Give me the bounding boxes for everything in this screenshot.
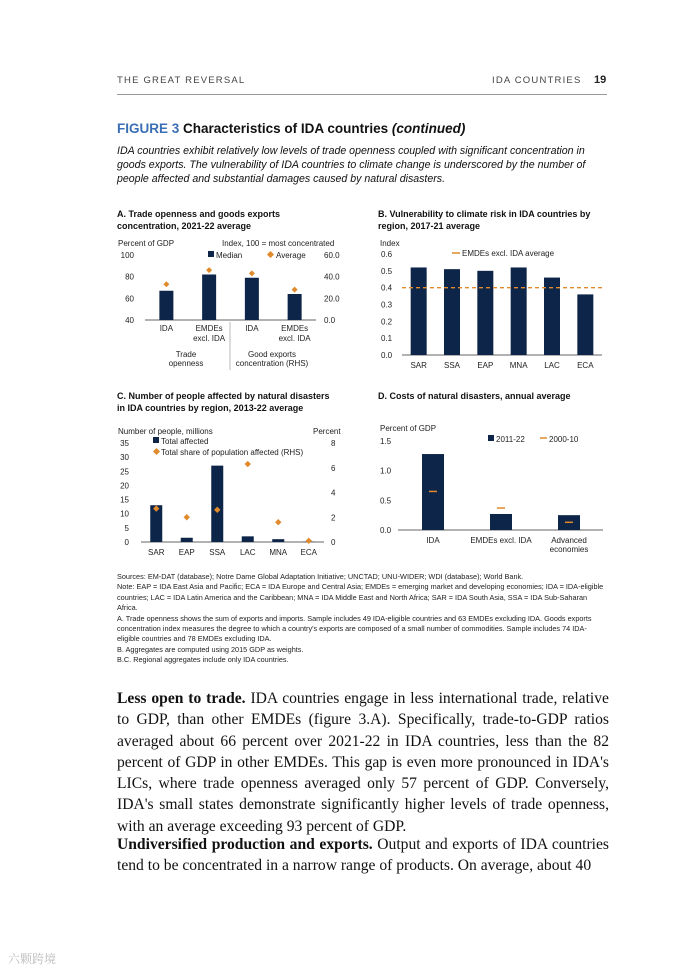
panel-c-ytick-left: 20	[120, 481, 129, 491]
panel-c-bar	[272, 539, 284, 542]
panel-b-xtick: SSA	[443, 361, 461, 370]
body-paragraph-1	[117, 688, 609, 837]
panel-b-ylabel: Index	[380, 239, 400, 248]
panel-b-bar	[544, 278, 560, 355]
panel-c-legend1: Total affected	[161, 437, 209, 446]
panel-b-ytick: 0.1	[381, 334, 393, 344]
panel-c-xtick: LAC	[239, 548, 256, 557]
panel-a-xtick: EMDEs	[281, 324, 309, 333]
panel-a-ytick-left: 60	[125, 294, 134, 304]
panel-c-ytick-left: 30	[120, 453, 129, 463]
panel-a-bar-median	[159, 291, 173, 320]
panel-d-ytick: 1.5	[380, 437, 392, 446]
panel-c-xtick: MNA	[269, 548, 288, 557]
figure-label: FIGURE 3	[117, 121, 180, 136]
panel-c-legend1-swatch	[153, 437, 159, 443]
panel-b-bar	[444, 269, 460, 355]
panel-c-marker-share	[184, 514, 190, 520]
panel-a-legend-median-swatch	[208, 251, 214, 257]
panel-b-xtick: ECA	[577, 361, 594, 370]
panel-c-ytick-right: 0	[331, 538, 336, 547]
panel-a-group2-l1: Good exports	[247, 350, 297, 359]
panel-c-legend2: Total share of population affected (RHS)	[161, 448, 304, 457]
panel-d-xtick: EMDEs excl. IDA	[470, 536, 532, 545]
notes-a: A. Trade openness shows the sum of exports and imports. Sample includes 49 IDA-eligible countries and 63 EMDEs excluding IDA. Goods exports concentration index measures the degree to which a country's exports are composed of a small number of commodities. Sample includes 74 IDA-eligible countries and 78 EMDEs excluding IDA.	[117, 613, 592, 644]
panel-c-ytick-right: 4	[331, 488, 336, 498]
p2-text: Output and exports of IDA countries tend to be concentrated in a narrow range of products. On average, about 40	[117, 836, 609, 875]
panel-d-xtick-l2: economies	[549, 545, 589, 554]
panel-a-ytick-right: 0.0	[324, 316, 336, 325]
panel-d-ylabel: Percent of GDP	[380, 424, 437, 433]
panel-b-xtick: MNA	[509, 361, 528, 370]
panel-b-ytick: 0.0	[381, 351, 393, 360]
watermark: 六颗跨境	[8, 952, 57, 966]
panel-d-xtick: IDA	[426, 536, 440, 545]
panel-c-xtick: SAR	[148, 548, 165, 557]
panel-c-ylabel-right: Percent	[313, 427, 341, 436]
p2-lead: Undiversified production and exports.	[117, 836, 373, 853]
panel-b-ytick: 0.2	[381, 317, 393, 327]
p1-text: IDA countries engage in less international trade, relative to GDP, than other EMDEs (figure 3.A). Specifically, trade-to-GDP ratios averaged about 66 percent over 2021-22 in IDA countries, less than the 82 percent of GDP in other EMDEs. This gap is even more pronounced in IDA's LICs, where trade openness averaged only 57 percent of GDP. Conversely, IDA's small states demonstrate significantly higher levels of trade openness, with an average exceeding 93 percent of GDP.	[117, 690, 609, 835]
panel-c-legend2-swatch	[153, 448, 160, 455]
panel-a-group2-l2: concentration (RHS)	[235, 359, 309, 368]
panel-d-legend1-swatch	[488, 435, 494, 441]
figure-title-text: Characteristics of IDA countries	[183, 121, 389, 136]
figure-continued: (continued)	[391, 121, 466, 136]
panel-c-marker-share	[275, 519, 281, 525]
panel-a-ytick-left: 40	[125, 316, 134, 325]
panel-b-xtick: EAP	[477, 361, 494, 370]
panel-b-ytick: 0.4	[381, 283, 393, 293]
panel-c-ytick-right: 8	[331, 439, 336, 448]
panel-c-xtick: ECA	[300, 548, 317, 557]
panel-c-ytick-left: 0	[124, 538, 129, 547]
notes-b: B. Aggregates are computed using 2015 GDP as weights.	[117, 644, 304, 654]
panel-c-bar	[181, 538, 193, 542]
page-number: 19	[594, 74, 607, 86]
body-paragraph-2	[117, 834, 609, 877]
panel-b-ytick: 0.3	[381, 300, 393, 310]
panel-a-xtick: IDA	[245, 324, 259, 333]
p1-lead: Less open to trade.	[117, 690, 246, 707]
panel-a-legend-average: Average	[276, 251, 306, 260]
panel-c-ytick-left: 10	[120, 509, 129, 519]
panel-a-bar-median	[245, 278, 259, 320]
panel-a-ytick-left: 80	[125, 272, 134, 282]
panel-b-bar	[511, 267, 527, 355]
panel-d-legend2: 2000-10	[549, 435, 579, 444]
chart-marks	[120, 250, 603, 557]
panel-b-bar	[577, 294, 593, 355]
panel-a-xtick-l2: excl. IDA	[278, 334, 311, 343]
panel-c-ytick-right: 2	[331, 513, 336, 523]
panel-b-xtick: LAC	[544, 361, 560, 370]
panel-a-xtick: IDA	[159, 324, 174, 333]
panel-d-ytick: 1.0	[380, 466, 392, 476]
panel-c-xtick: EAP	[178, 548, 195, 557]
panel-a-ytick-right: 60.0	[324, 251, 340, 260]
running-header-left: THE GREAT REVERSAL	[117, 75, 246, 86]
panel-c-bar	[211, 466, 223, 542]
panel-a-marker-average	[249, 270, 255, 276]
panel-c-xtick: SSA	[209, 548, 226, 557]
panel-c-ytick-left: 35	[120, 439, 129, 448]
panel-b-title-l2: region, 2017-21 average	[378, 221, 481, 231]
panel-b-ytick: 0.6	[381, 250, 393, 259]
notes-bc: B.C. Regional aggregates include only IDA countries.	[117, 655, 289, 665]
panel-d-legend1: 2011-22	[496, 435, 525, 444]
notes-sources: Sources: EM-DAT (database); Notre Dame Global Adaptation Initiative; UNCTAD; UNU-WIDER; WDI (database); World Bank.	[117, 572, 524, 581]
panel-c-ytick-left: 5	[124, 523, 129, 533]
panel-b-ytick: 0.5	[381, 266, 393, 276]
notes-note: Note: EAP = IDA East Asia and Pacific; ECA = IDA Europe and Central Asia; EMDEs = emerging market and developing economies; IDA = IDA-eligible countries; LAC = IDA Latin America and the Caribbean; MNA = IDA Middle East and North Africa; SAR = IDA South Asia, SSA = IDA Sub-Saharan Africa.	[117, 582, 604, 613]
panel-c-title-l1: C. Number of people affected by natural disasters	[117, 391, 330, 401]
panel-b-bar	[411, 267, 427, 355]
panel-a-group1-l2: openness	[168, 359, 204, 368]
panel-b-legend: EMDEs excl. IDA average	[462, 249, 555, 258]
figure-notes	[117, 572, 609, 666]
panel-a-ytick-right: 40.0	[324, 272, 340, 282]
panel-a-bar-median	[288, 294, 302, 320]
panel-a-xtick-l2: excl. IDA	[193, 334, 226, 343]
panel-a-ylabel-left: Percent of GDP	[118, 239, 175, 248]
panel-d-bar	[490, 514, 512, 530]
panel-a-marker-average	[163, 281, 169, 287]
panel-d-ytick: 0.0	[380, 526, 392, 535]
panel-a-ytick-left: 100	[120, 251, 134, 260]
panel-c-ytick-left: 15	[120, 495, 129, 505]
panel-c-ytick-left: 25	[120, 467, 129, 477]
panel-a-bar-median	[202, 275, 216, 321]
panel-a-title-l2: concentration, 2021-22 average	[117, 221, 252, 231]
panel-a-legend-average-swatch	[267, 251, 274, 258]
panel-c-marker-share	[306, 538, 312, 544]
panel-c-ylabel-left: Number of people, millions	[118, 427, 213, 436]
panel-a-ylabel-right: Index, 100 = most concentrated	[222, 239, 335, 248]
figure-intro: IDA countries exhibit relatively low levels of trade openness coupled with significant concentration in goods exports. The vulnerability of IDA countries to climate change is underscored by the number of people affected and substantial damages caused by natural disasters.	[117, 145, 586, 185]
panel-a-xtick: EMDEs	[195, 324, 223, 333]
panel-a-title-l1: A. Trade openness and goods exports	[117, 209, 281, 219]
panel-d-title: D. Costs of natural disasters, annual average	[378, 391, 571, 401]
panel-d-ytick: 0.5	[380, 496, 392, 506]
panel-b-bar	[477, 271, 493, 355]
panel-a-ytick-right: 20.0	[324, 294, 340, 304]
panel-a-marker-average	[292, 287, 298, 293]
panel-b-xtick: SAR	[410, 361, 427, 370]
panel-c-title-l2: in IDA countries by region, 2013-22 average	[117, 403, 304, 413]
panel-a-marker-average	[206, 267, 212, 273]
panel-c-marker-share	[245, 461, 251, 467]
panel-b-title-l1: B. Vulnerability to climate risk in IDA countries by	[378, 209, 591, 219]
panel-d-xtick: Advanced	[551, 536, 587, 545]
panel-c-bar	[242, 536, 254, 542]
running-header-right: IDA COUNTRIES	[492, 75, 582, 86]
panel-a-group1-l1: Trade	[175, 350, 197, 359]
panel-a-legend-median: Median	[216, 251, 243, 260]
panel-c-ytick-right: 6	[331, 463, 336, 473]
